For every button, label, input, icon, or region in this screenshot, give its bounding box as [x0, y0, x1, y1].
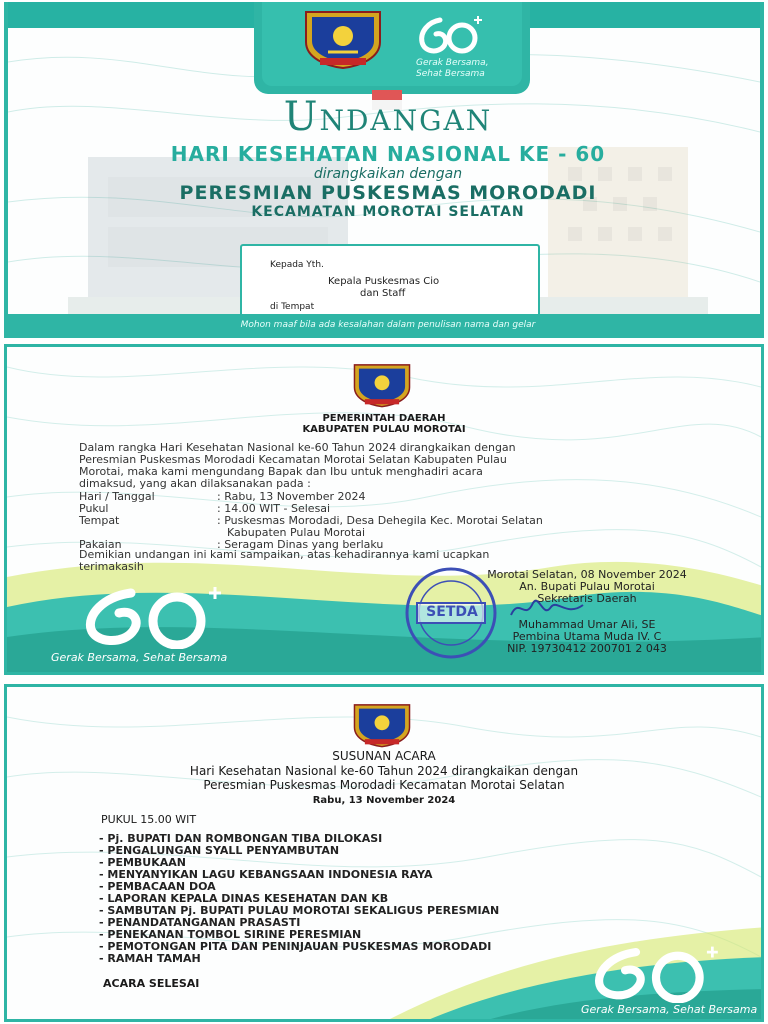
tagline: Gerak Bersama, Sehat Bersama	[581, 1003, 758, 1016]
recipient-suffix: dan Staff	[360, 288, 406, 299]
schedule-subtitle-1: Hari Kesehatan Nasional ke-60 Tahun 2024 dirangkaikan dengan	[189, 764, 579, 778]
district-title: KECAMATAN MOROTAI SELATAN	[251, 204, 525, 220]
invitation-letter-card	[4, 344, 764, 675]
invitation-title: Undangan	[283, 94, 493, 140]
hkn-60-logo-icon	[73, 583, 233, 649]
connector-text: dirangkaikan dengan	[313, 166, 463, 182]
signature-role: Sekretaris Daerah	[537, 592, 637, 605]
program-schedule-card	[4, 684, 764, 1022]
intro-line: dimaksud, yang akan dilaksanakan pada :	[79, 477, 311, 490]
gov-header-2: KABUPATEN PULAU MOROTAI	[302, 424, 466, 435]
signature-role: An. Bupati Pulau Morotai	[519, 580, 655, 593]
closing-line: Demikian undangan ini kami sampaikan, atas kehadirannya kami ucapkan	[79, 548, 490, 561]
closing-line: terimakasih	[79, 560, 144, 573]
detail-value: : Rabu, 13 November 2024	[217, 490, 366, 503]
detail-row	[79, 491, 719, 503]
intro-line: Dalam rangka Hari Kesehatan Nasional ke-60 Tahun 2024 dirangkaikan dengan	[79, 441, 516, 454]
detail-label: Pukul	[79, 502, 109, 515]
program-item: - PENGALUNGAN SYALL PENYAMBUTAN	[99, 844, 340, 857]
event-details	[79, 491, 719, 551]
recipient-name: Kepala Puskesmas Cio	[328, 276, 440, 287]
detail-value: : 14.00 WIT - Selesai	[217, 502, 331, 515]
tagline	[416, 58, 489, 80]
intro-line: Morotai, maka kami mengundang Bapak dan Ibu untuk menghadiri acara	[79, 465, 483, 478]
regency-emblem-icon	[300, 8, 386, 70]
program-item: - SAMBUTAN Pj. BUPATI PULAU MOROTAI SEKALIGUS PERESMIAN	[99, 904, 500, 917]
program-item: - PEMBACAAN DOA	[99, 880, 216, 893]
recipient-place: di Tempat	[270, 302, 315, 312]
program-item: - PEMOTONGAN PITA DAN PENINJAUAN PUSKESMAS MORODADI	[99, 940, 492, 953]
event-title: HARI KESEHATAN NASIONAL KE - 60	[170, 142, 606, 166]
schedule-date: Rabu, 13 November 2024	[312, 795, 456, 806]
hkn-60-logo-icon	[581, 943, 731, 1003]
schedule-subtitle-2: Peresmian Puskesmas Morodadi Kecamatan Morotai Selatan	[203, 778, 565, 792]
stamp-label: SETDA	[426, 604, 478, 620]
program-list	[99, 833, 659, 965]
apology-note: Mohon maaf bila ada kesalahan dalam penulisan nama dan gelar	[240, 320, 536, 330]
program-item: - PENEKANAN TOMBOL SIRINE PERESMIAN	[99, 928, 362, 941]
hkn-60-logo-icon	[414, 12, 486, 56]
regency-emblem-icon	[350, 361, 414, 409]
tagline-line-2: Sehat Bersama	[416, 69, 485, 79]
tagline: Gerak Bersama, Sehat Bersama	[51, 651, 228, 664]
signatory-name: Muhammad Umar Ali, SE	[518, 618, 656, 631]
intro-line: Peresmian Puskesmas Morodadi Kecamatan Morotai Selatan Kabupaten Pulau	[79, 453, 507, 466]
regency-emblem-icon	[350, 701, 414, 749]
footer-bar	[8, 314, 764, 338]
signature-scribble-icon	[507, 593, 587, 623]
detail-label: Pakaian	[79, 538, 122, 551]
program-item: - RAMAH TAMAH	[99, 952, 201, 965]
tagline-line-1: Gerak Bersama,	[416, 58, 489, 68]
detail-value: : Puskesmas Morodadi, Desa Dehegila Kec. Morotai Selatan	[217, 514, 543, 527]
detail-value: Kabupaten Pulau Morotai	[227, 526, 366, 539]
signature-place-date: Morotai Selatan, 08 November 2024	[487, 568, 687, 581]
detail-label: Tempat	[79, 514, 120, 527]
schedule-time: PUKUL 15.00 WIT	[101, 813, 197, 826]
address-box	[240, 244, 540, 320]
detail-label: Hari / Tanggal	[79, 490, 155, 503]
logo-tab	[254, 2, 530, 94]
detail-row	[79, 515, 719, 527]
program-item: - PEMBUKAAN	[99, 856, 186, 869]
inauguration-title: PERESMIAN PUSKESMAS MORODADI	[179, 182, 597, 204]
program-item: - LAPORAN KEPALA DINAS KESEHATAN DAN KB	[99, 892, 389, 905]
schedule-title: SUSUNAN ACARA	[332, 749, 436, 763]
program-item: - MENYANYIKAN LAGU KEBANGSAAN INDONESIA RAYA	[99, 868, 433, 881]
invitation-cover-card	[4, 2, 764, 338]
detail-value: : Seragam Dinas yang berlaku	[217, 538, 384, 551]
gov-header-1: PEMERINTAH DAERAH	[322, 413, 446, 424]
program-end: ACARA SELESAI	[103, 977, 200, 990]
program-item: - PENANDATANGANAN PRASASTI	[99, 916, 301, 929]
detail-row	[79, 527, 719, 539]
signatory-nip: NIP. 19730412 200701 2 043	[507, 642, 667, 655]
signatory-rank: Pembina Utama Muda IV. C	[512, 630, 662, 643]
addressee-prefix: Kepada Yth.	[270, 260, 324, 270]
intro-paragraph	[79, 442, 719, 490]
program-item: - Pj. BUPATI DAN ROMBONGAN TIBA DILOKASI	[99, 832, 383, 845]
